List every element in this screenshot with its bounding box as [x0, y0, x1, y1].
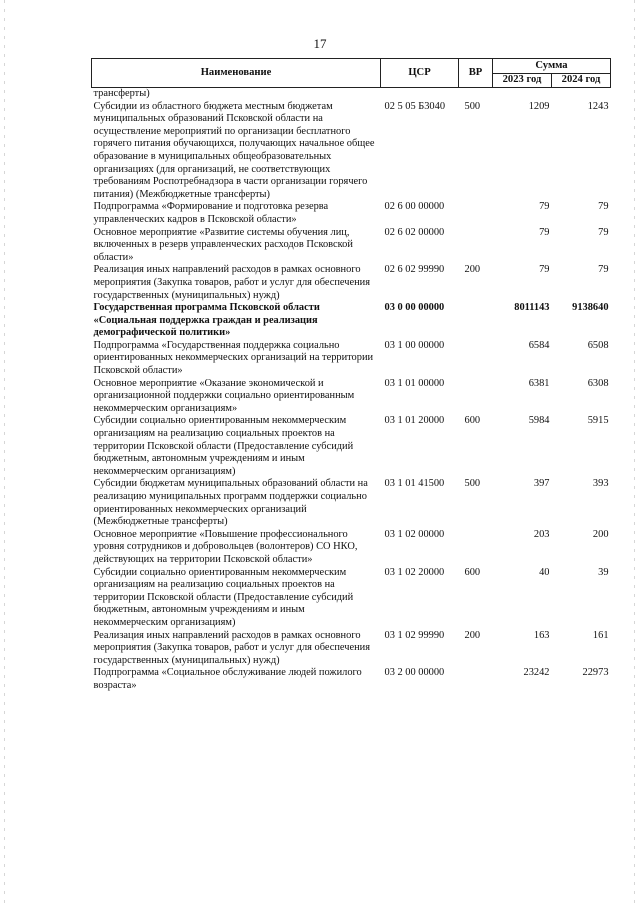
- row-csr: 03 1 01 00000: [384, 377, 445, 389]
- row-csr: 03 1 02 20000: [384, 566, 445, 578]
- header-year-2024: 2024 год: [552, 74, 611, 88]
- row-amount-2024: 200: [592, 528, 609, 540]
- row-csr: [381, 88, 459, 101]
- table-row: [92, 630, 611, 668]
- row-amount-2024: 6508: [587, 339, 609, 351]
- table-row: [92, 88, 611, 101]
- row-amount-2024: 79: [598, 264, 609, 276]
- row-amount-2023: 40: [539, 566, 550, 578]
- row-name: Субсидии из областного бюджета местным бюджетам муниципальных образований Псковской области на осуществление мероприятий по организации бесплатного горячего питания обучающихся, получающих начальное общее образование в муниципальных общеобразовательных организациях (для организаций, не соответствующих требованиям Роспотребнадзора в части организации горячего питания) (Межбюджетные трансферты): [93, 100, 375, 200]
- row-amount-2024: [552, 88, 611, 101]
- row-vr: 200: [464, 629, 481, 641]
- row-amount-2023: 1209: [528, 100, 550, 112]
- row-amount-2023: 397: [533, 478, 550, 490]
- row-name: Подпрограмма «Государственная поддержка социально ориентированных некоммерческих организаций на территории Псковской области»: [93, 339, 374, 377]
- row-name: Основное мероприятие «Развитие системы обучения лиц, включенных в резерв управленческих расходов Псковской области»: [93, 226, 353, 263]
- row-vr: [459, 529, 493, 567]
- table-row: [92, 101, 611, 202]
- row-name: Государственная программа Псковской области «Социальная поддержка граждан и реализация демографической политики»: [93, 302, 320, 339]
- left-edge-mark: [4, 0, 5, 905]
- row-name: Подпрограмма «Социальное обслуживание людей пожилого возраста»: [93, 667, 362, 691]
- row-csr: 02 6 02 00000: [384, 226, 445, 238]
- row-name: трансферты): [93, 88, 150, 99]
- row-csr: 03 1 01 20000: [384, 415, 445, 427]
- table-header: [92, 59, 611, 88]
- row-amount-2023: 6584: [528, 339, 550, 351]
- row-csr: 02 5 05 Б3040: [384, 100, 446, 112]
- row-vr: 500: [464, 100, 481, 112]
- row-csr: 03 1 02 99990: [384, 629, 445, 641]
- row-vr: [459, 201, 493, 226]
- table-row: [92, 415, 611, 478]
- row-amount-2024: 1243: [587, 100, 609, 112]
- row-vr: [459, 88, 493, 101]
- row-name: Реализация иных направлений расходов в рамках основного мероприятия (Закупка товаров, работ и услуг для обеспечения государственных (муниципальных) нужд): [93, 629, 370, 666]
- row-csr: 02 6 02 99990: [384, 264, 445, 276]
- row-vr: [459, 340, 493, 378]
- header-sum: Сумма: [493, 59, 611, 74]
- row-vr: 500: [464, 478, 481, 490]
- row-name: Субсидии социально ориентированным некоммерческим организациям на реализацию социальных проектов на территории Псковской области (Предоставление субсидий бюджетным, автономным учреждениям и иным некоммерческим организациям): [93, 415, 354, 477]
- row-name: Реализация иных направлений расходов в рамках основного мероприятия (Закупка товаров, работ и услуг для обеспечения государственных (муниципальных) нужд): [93, 264, 370, 301]
- row-name: Субсидии бюджетам муниципальных образований области на реализацию муниципальных программ поддержки социально ориентированных некоммерческих организаций (Межбюджетные трансферты): [93, 478, 368, 528]
- row-vr: [459, 378, 493, 416]
- row-amount-2024: 161: [592, 629, 609, 641]
- row-csr: 03 1 01 41500: [384, 478, 445, 490]
- header-year-2023: 2023 год: [493, 74, 552, 88]
- row-vr: [459, 227, 493, 265]
- header-csr: ЦСР: [381, 59, 459, 88]
- table-row: [92, 264, 611, 302]
- row-vr: [459, 667, 493, 692]
- row-amount-2024: 393: [592, 478, 609, 490]
- row-amount-2024: 22973: [582, 667, 609, 679]
- row-csr: 03 0 00 00000: [384, 302, 445, 314]
- right-edge-mark: [634, 0, 635, 905]
- row-vr: 200: [464, 264, 481, 276]
- table-row: [92, 201, 611, 226]
- row-amount-2024: 5915: [587, 415, 609, 427]
- table-row: [92, 478, 611, 528]
- row-csr: 03 1 00 00000: [384, 339, 445, 351]
- row-amount-2023: 203: [533, 528, 550, 540]
- table-row: [92, 227, 611, 265]
- row-vr: [459, 302, 493, 340]
- row-vr: 600: [464, 566, 481, 578]
- row-name: Подпрограмма «Формирование и подготовка резерва управленческих кадров в Псковской области»: [93, 201, 329, 225]
- row-amount-2024: 79: [598, 201, 609, 213]
- row-amount-2023: 5984: [528, 415, 550, 427]
- row-amount-2024: 6308: [587, 377, 609, 389]
- header-vr: ВР: [459, 59, 493, 88]
- row-csr: 03 1 02 00000: [384, 528, 445, 540]
- row-csr: 02 6 00 00000: [384, 201, 445, 213]
- row-amount-2023: 23242: [523, 667, 550, 679]
- table-row: [92, 529, 611, 567]
- page-number: 17: [313, 36, 327, 51]
- row-amount-2024: 79: [598, 226, 609, 238]
- table-row: [92, 378, 611, 416]
- row-amount-2023: 79: [539, 201, 550, 213]
- header-name: Наименование: [92, 59, 381, 88]
- row-amount-2024: 39: [598, 566, 609, 578]
- row-vr: 600: [464, 415, 481, 427]
- row-csr: 03 2 00 00000: [384, 667, 445, 679]
- table-row: [92, 340, 611, 378]
- budget-table: [91, 58, 611, 693]
- row-name: Субсидии социально ориентированным некоммерческим организациям на реализацию социальных проектов на территории Псковской области (Предоставление субсидий бюджетным, автономным учреждениям и иным некоммерческим организациям): [93, 566, 354, 628]
- row-amount-2023: 79: [539, 264, 550, 276]
- table-row: [92, 302, 611, 340]
- row-amount-2023: 163: [533, 629, 550, 641]
- row-amount-2023: 79: [539, 226, 550, 238]
- table-row: [92, 567, 611, 630]
- row-amount-2023: 6381: [528, 377, 550, 389]
- row-amount-2024: 9138640: [572, 302, 609, 314]
- row-name: Основное мероприятие «Оказание экономической и организационной поддержки социально ориентированным некоммерческим организациям»: [93, 377, 355, 414]
- row-name: Основное мероприятие «Повышение профессионального уровня сотрудников и добровольцев (волонтеров) СО НКО, действующих на территории Псковской области»: [93, 528, 358, 565]
- row-amount-2023: [493, 88, 552, 101]
- table-body: [92, 88, 611, 693]
- table-row: [92, 667, 611, 692]
- row-amount-2023: 8011143: [514, 302, 550, 314]
